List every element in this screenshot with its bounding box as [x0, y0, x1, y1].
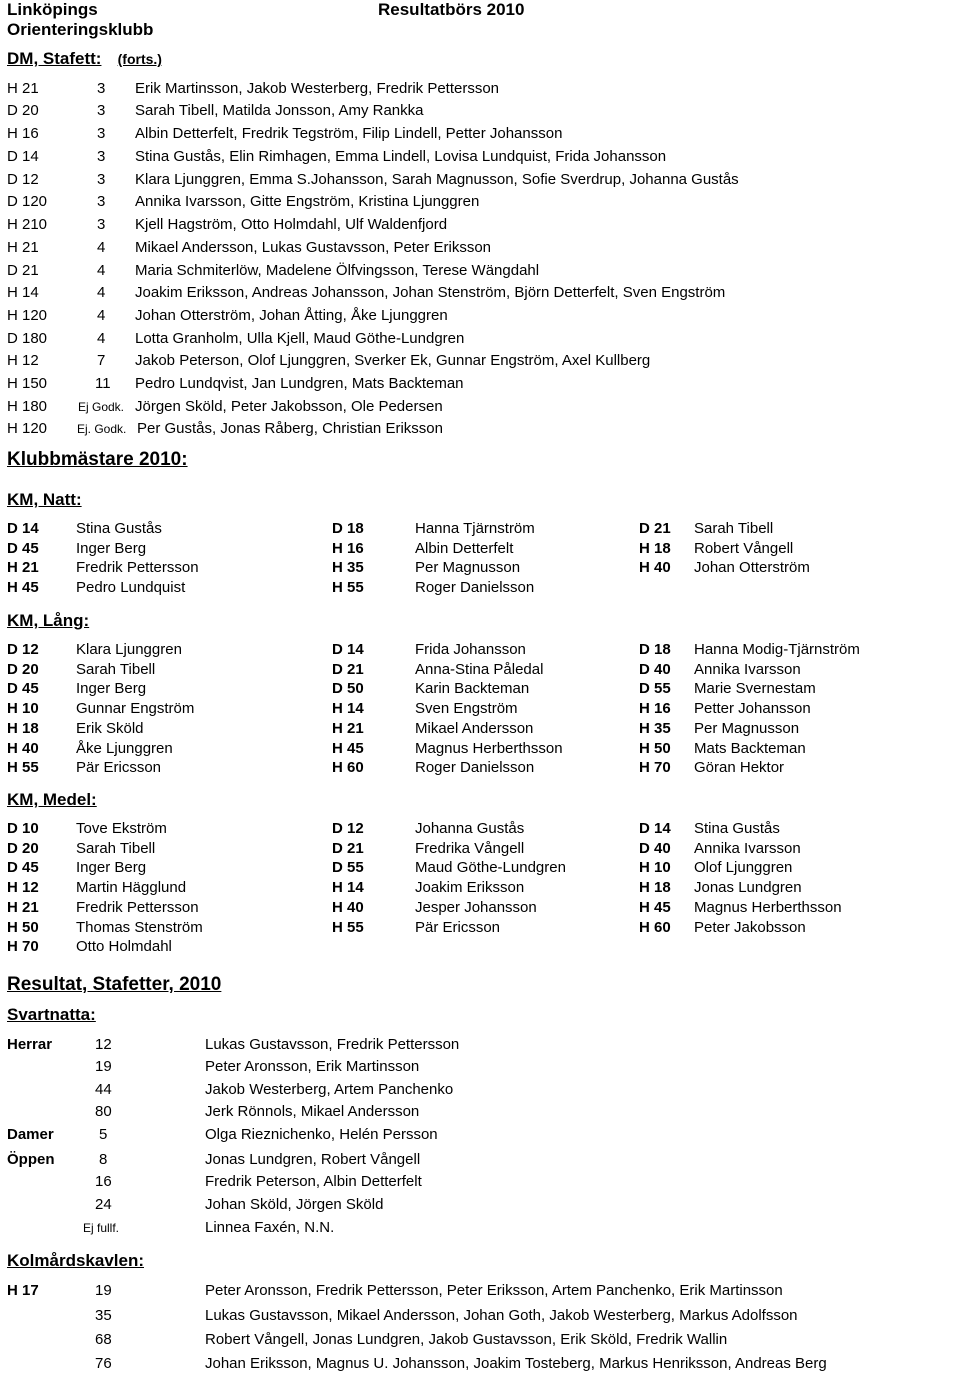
class-label: H 120: [7, 420, 48, 437]
team-members: Lukas Gustavsson, Mikael Andersson, Johan Goth, Jakob Westerberg, Markus Adolfsson: [205, 1307, 798, 1324]
place-value: Ej Godk.: [78, 400, 125, 414]
place-value: 24: [95, 1196, 112, 1213]
winner-name: Gunnar Engström: [76, 700, 195, 718]
winner-name: Magnus Herberthsson: [415, 739, 563, 757]
team-members: Fredrik Peterson, Albin Detterfelt: [205, 1173, 422, 1190]
place-value: 12: [95, 1036, 112, 1053]
team-members: Robert Vångell, Jonas Lundgren, Jakob Gustavsson, Erik Sköld, Fredrik Wallin: [205, 1331, 728, 1348]
winner-name: Magnus Herberthsson: [694, 898, 842, 916]
class-label: D 14: [639, 820, 671, 837]
class-label: H 16: [332, 539, 364, 557]
place-value: 3: [97, 171, 106, 188]
class-label: H 18: [7, 719, 39, 737]
winner-name: Pedro Lundquist: [76, 579, 186, 597]
winner-name: Hanna Modig-Tjärnström: [694, 641, 860, 658]
place-value: Ej fullf.: [83, 1221, 120, 1235]
dm-heading-wrap: [7, 49, 162, 69]
place-value: 19: [95, 1282, 112, 1299]
class-label: D 12: [7, 171, 39, 188]
winner-name: Per Magnusson: [415, 559, 521, 577]
winner-name: Peter Jakobsson: [694, 918, 806, 936]
winner-name: Johan Otterström: [694, 559, 810, 577]
winner-name: Karin Backteman: [415, 680, 530, 698]
place-value: 4: [97, 284, 106, 301]
class-label: H 10: [7, 700, 39, 718]
class-label: H 21: [7, 898, 39, 916]
winner-name: Sarah Tibell: [694, 520, 774, 537]
class-label: D 14: [332, 641, 364, 658]
class-label: H 14: [332, 700, 364, 718]
winner-name: Pär Ericsson: [415, 918, 501, 936]
winner-name: Inger Berg: [76, 680, 147, 698]
team-members: Olga Rieznichenko, Helén Persson: [205, 1126, 438, 1143]
class-label: H 21: [332, 719, 364, 737]
class-label: H 45: [7, 579, 39, 597]
place-value: 3: [97, 216, 106, 233]
winner-name: Anna-Stina Påledal: [415, 660, 544, 678]
team-members: Peter Aronsson, Erik Martinsson: [205, 1058, 420, 1075]
team-members: Jerk Rönnols, Mikael Andersson: [205, 1103, 420, 1120]
team-members: Peter Aronsson, Fredrik Pettersson, Peter Eriksson, Artem Panchenko, Erik Martinsson: [205, 1282, 783, 1299]
class-label: D 21: [639, 520, 671, 537]
place-value: 3: [97, 125, 106, 142]
class-label: H 45: [332, 739, 364, 757]
class-label: D 20: [7, 839, 39, 857]
place-value: 8: [99, 1151, 108, 1168]
place-value: 3: [97, 148, 106, 165]
team-members: Jörgen Sköld, Peter Jakobsson, Ole Pedersen: [135, 398, 443, 415]
place-value: 35: [95, 1307, 112, 1324]
winner-name: Maud Göthe-Lundgren: [415, 859, 566, 877]
class-label: D 180: [7, 330, 48, 347]
class-label: D 12: [332, 820, 364, 837]
class-label: H 180: [7, 398, 48, 415]
class-label: H 70: [7, 938, 39, 956]
class-label: D 14: [7, 520, 39, 537]
class-label: H 10: [639, 859, 671, 877]
class-label: H 18: [639, 879, 671, 897]
winner-name: Åke Ljunggren: [76, 739, 173, 757]
place-value: 16: [95, 1173, 112, 1190]
class-label: D 12: [7, 641, 39, 658]
winner-name: Roger Danielsson: [415, 759, 535, 777]
winner-name: Annika Ivarsson: [694, 839, 801, 857]
class-label: H 21: [7, 559, 39, 577]
team-members: Johan Eriksson, Magnus U. Johansson, Joakim Tosteberg, Markus Henriksson, Andreas Berg: [205, 1355, 827, 1372]
team-members: Stina Gustås, Elin Rimhagen, Emma Lindell, Lovisa Lundquist, Frida Johansson: [135, 148, 667, 165]
team-members: Johan Otterström, Johan Åtting, Åke Ljunggren: [135, 307, 448, 324]
class-label: H 14: [7, 284, 39, 301]
class-label: H 21: [7, 80, 39, 97]
class-label: Herrar: [7, 1036, 53, 1053]
winner-name: Martin Hägglund: [76, 879, 187, 897]
km-natt-heading: KM, Natt:: [7, 490, 82, 509]
dm-note: (forts.): [117, 51, 162, 67]
class-label: H 21: [7, 239, 39, 256]
place-value: 44: [95, 1081, 112, 1098]
winner-name: Jonas Lundgren: [694, 879, 802, 897]
class-label: D 10: [7, 820, 39, 837]
club-name-line1: Linköpings: [7, 0, 98, 19]
stafetter-heading: Resultat, Stafetter, 2010: [7, 974, 222, 995]
class-label: D 55: [639, 680, 671, 698]
club-name-line2: Orienteringsklubb: [7, 20, 154, 39]
winner-name: Fredrik Pettersson: [76, 898, 199, 916]
winner-name: Petter Johansson: [694, 700, 811, 718]
km-medel-heading: KM, Medel:: [7, 790, 97, 809]
class-label: H 55: [332, 579, 364, 597]
winner-name: Stina Gustås: [76, 520, 162, 537]
class-label: Damer: [7, 1126, 54, 1143]
winner-name: Sarah Tibell: [76, 660, 156, 678]
team-members: Kjell Hagström, Otto Holmdahl, Ulf Waldenfjord: [135, 216, 448, 233]
class-label: H 150: [7, 375, 48, 392]
winner-name: Klara Ljunggren: [76, 641, 182, 658]
class-label: H 120: [7, 307, 48, 324]
winner-name: Inger Berg: [76, 539, 147, 557]
class-label: H 14: [332, 879, 364, 897]
winner-name: Fredrika Vångell: [415, 839, 525, 857]
winner-name: Otto Holmdahl: [76, 938, 172, 956]
class-label: D 55: [332, 859, 364, 877]
class-label: H 17: [7, 1282, 39, 1299]
team-members: Sarah Tibell, Matilda Jonsson, Amy Rankka: [135, 102, 424, 119]
class-label: D 14: [7, 148, 39, 165]
class-label: H 35: [639, 719, 671, 737]
class-label: D 40: [639, 839, 671, 857]
place-value: 3: [97, 193, 106, 210]
team-members: Klara Ljunggren, Emma S.Johansson, Sarah Magnusson, Sofie Sverdrup, Johanna Gustås: [135, 171, 739, 188]
team-members: Albin Detterfelt, Fredrik Tegström, Filip Lindell, Petter Johansson: [135, 125, 563, 142]
class-label: H 60: [639, 918, 671, 936]
class-label: H 16: [639, 700, 671, 718]
winner-name: Erik Sköld: [76, 719, 144, 737]
winner-name: Göran Hektor: [694, 759, 785, 777]
team-members: Annika Ivarsson, Gitte Engström, Kristina Ljunggren: [135, 193, 480, 210]
place-value: Ej. Godk.: [77, 422, 127, 436]
class-label: H 40: [332, 898, 364, 916]
class-label: H 40: [7, 739, 39, 757]
place-value: 3: [97, 102, 106, 119]
class-label: H 40: [639, 559, 671, 577]
place-value: 11: [95, 375, 111, 392]
svartnatta-heading: Svartnatta:: [7, 1005, 96, 1024]
class-label: H 16: [7, 125, 39, 142]
team-members: Maria Schmiterlöw, Madelene Ölfvingsson, Terese Wängdahl: [135, 262, 540, 279]
winner-name: Mikael Andersson: [415, 719, 534, 737]
class-label: H 45: [639, 898, 671, 916]
place-value: 4: [97, 307, 106, 324]
class-label: D 120: [7, 193, 48, 210]
km-lang-heading: KM, Lång:: [7, 611, 90, 630]
team-members: Erik Martinsson, Jakob Westerberg, Fredrik Pettersson: [135, 80, 500, 97]
class-label: H 50: [7, 918, 39, 936]
winner-name: Pär Ericsson: [76, 759, 162, 777]
winner-name: Thomas Stenström: [76, 918, 203, 936]
winner-name: Sven Engström: [415, 700, 518, 718]
winner-name: Fredrik Pettersson: [76, 559, 199, 577]
class-label: D 20: [7, 102, 39, 119]
team-members: Pedro Lundqvist, Jan Lundgren, Mats Backteman: [135, 375, 464, 392]
team-members: Johan Sköld, Jörgen Sköld: [205, 1196, 384, 1213]
winner-name: Jesper Johansson: [415, 898, 537, 916]
class-label: H 210: [7, 216, 48, 233]
place-value: 5: [99, 1126, 108, 1143]
team-members: Joakim Eriksson, Andreas Johansson, Johan Stenström, Björn Detterfelt, Sven Engström: [135, 284, 726, 301]
winner-name: Frida Johansson: [415, 641, 526, 658]
document-title: Resultatbörs 2010: [378, 0, 525, 19]
winner-name: Marie Svernestam: [694, 680, 816, 698]
team-members: Jakob Peterson, Olof Ljunggren, Sverker Ek, Gunnar Engström, Axel Kullberg: [135, 352, 651, 369]
winner-name: Johanna Gustås: [415, 820, 525, 837]
class-label: D 45: [7, 680, 39, 698]
place-value: 7: [97, 352, 106, 369]
winner-name: Annika Ivarsson: [694, 660, 801, 678]
class-label: H 70: [639, 759, 671, 777]
class-label: D 50: [332, 680, 364, 698]
winner-name: Per Magnusson: [694, 719, 800, 737]
class-label: D 21: [7, 262, 39, 279]
team-members: Linnea Faxén, N.N.: [205, 1219, 335, 1236]
class-label: H 18: [639, 539, 671, 557]
class-label: D 21: [332, 839, 364, 857]
class-label: D 40: [639, 660, 671, 678]
class-label: Öppen: [7, 1151, 55, 1168]
class-label: H 12: [7, 879, 39, 897]
winner-name: Tove Ekström: [76, 820, 167, 837]
class-label: D 21: [332, 660, 364, 678]
place-value: 4: [97, 239, 106, 256]
class-label: D 45: [7, 859, 39, 877]
class-label: D 45: [7, 539, 39, 557]
place-value: 4: [97, 330, 106, 347]
team-members: Mikael Andersson, Lukas Gustavsson, Peter Eriksson: [135, 239, 492, 256]
winner-name: Robert Vångell: [694, 539, 794, 557]
km-heading: Klubbmästare 2010:: [7, 449, 188, 470]
winner-name: Stina Gustås: [694, 820, 780, 837]
place-value: 19: [95, 1058, 112, 1075]
team-members: Jakob Westerberg, Artem Panchenko: [205, 1081, 454, 1098]
class-label: H 55: [7, 759, 39, 777]
winner-name: Olof Ljunggren: [694, 859, 793, 877]
team-members: Jonas Lundgren, Robert Vångell: [205, 1151, 421, 1168]
place-value: 80: [95, 1103, 112, 1120]
class-label: H 12: [7, 352, 39, 369]
team-members: Lukas Gustavsson, Fredrik Pettersson: [205, 1036, 460, 1053]
class-label: H 50: [639, 739, 671, 757]
winner-name: Roger Danielsson: [415, 579, 535, 597]
class-label: H 60: [332, 759, 364, 777]
dm-heading: DM, Stafett:: [7, 49, 102, 68]
winner-name: Mats Backteman: [694, 739, 806, 757]
winner-name: Inger Berg: [76, 859, 147, 877]
winner-name: Hanna Tjärnström: [415, 520, 535, 537]
winner-name: Sarah Tibell: [76, 839, 156, 857]
winner-name: Joakim Eriksson: [415, 879, 525, 897]
class-label: H 55: [332, 918, 364, 936]
place-value: 3: [97, 80, 106, 97]
team-members: Lotta Granholm, Ulla Kjell, Maud Göthe-Lundgren: [135, 330, 465, 347]
place-value: 68: [95, 1331, 112, 1348]
place-value: 76: [95, 1355, 112, 1372]
kolmard-heading: Kolmårdskavlen:: [7, 1251, 144, 1270]
winner-name: Albin Detterfelt: [415, 539, 514, 557]
class-label: H 35: [332, 559, 364, 577]
team-members: Per Gustås, Jonas Råberg, Christian Eriksson: [137, 420, 443, 437]
class-label: D 18: [332, 520, 364, 537]
class-label: D 20: [7, 660, 39, 678]
place-value: 4: [97, 262, 106, 279]
class-label: D 18: [639, 641, 671, 658]
